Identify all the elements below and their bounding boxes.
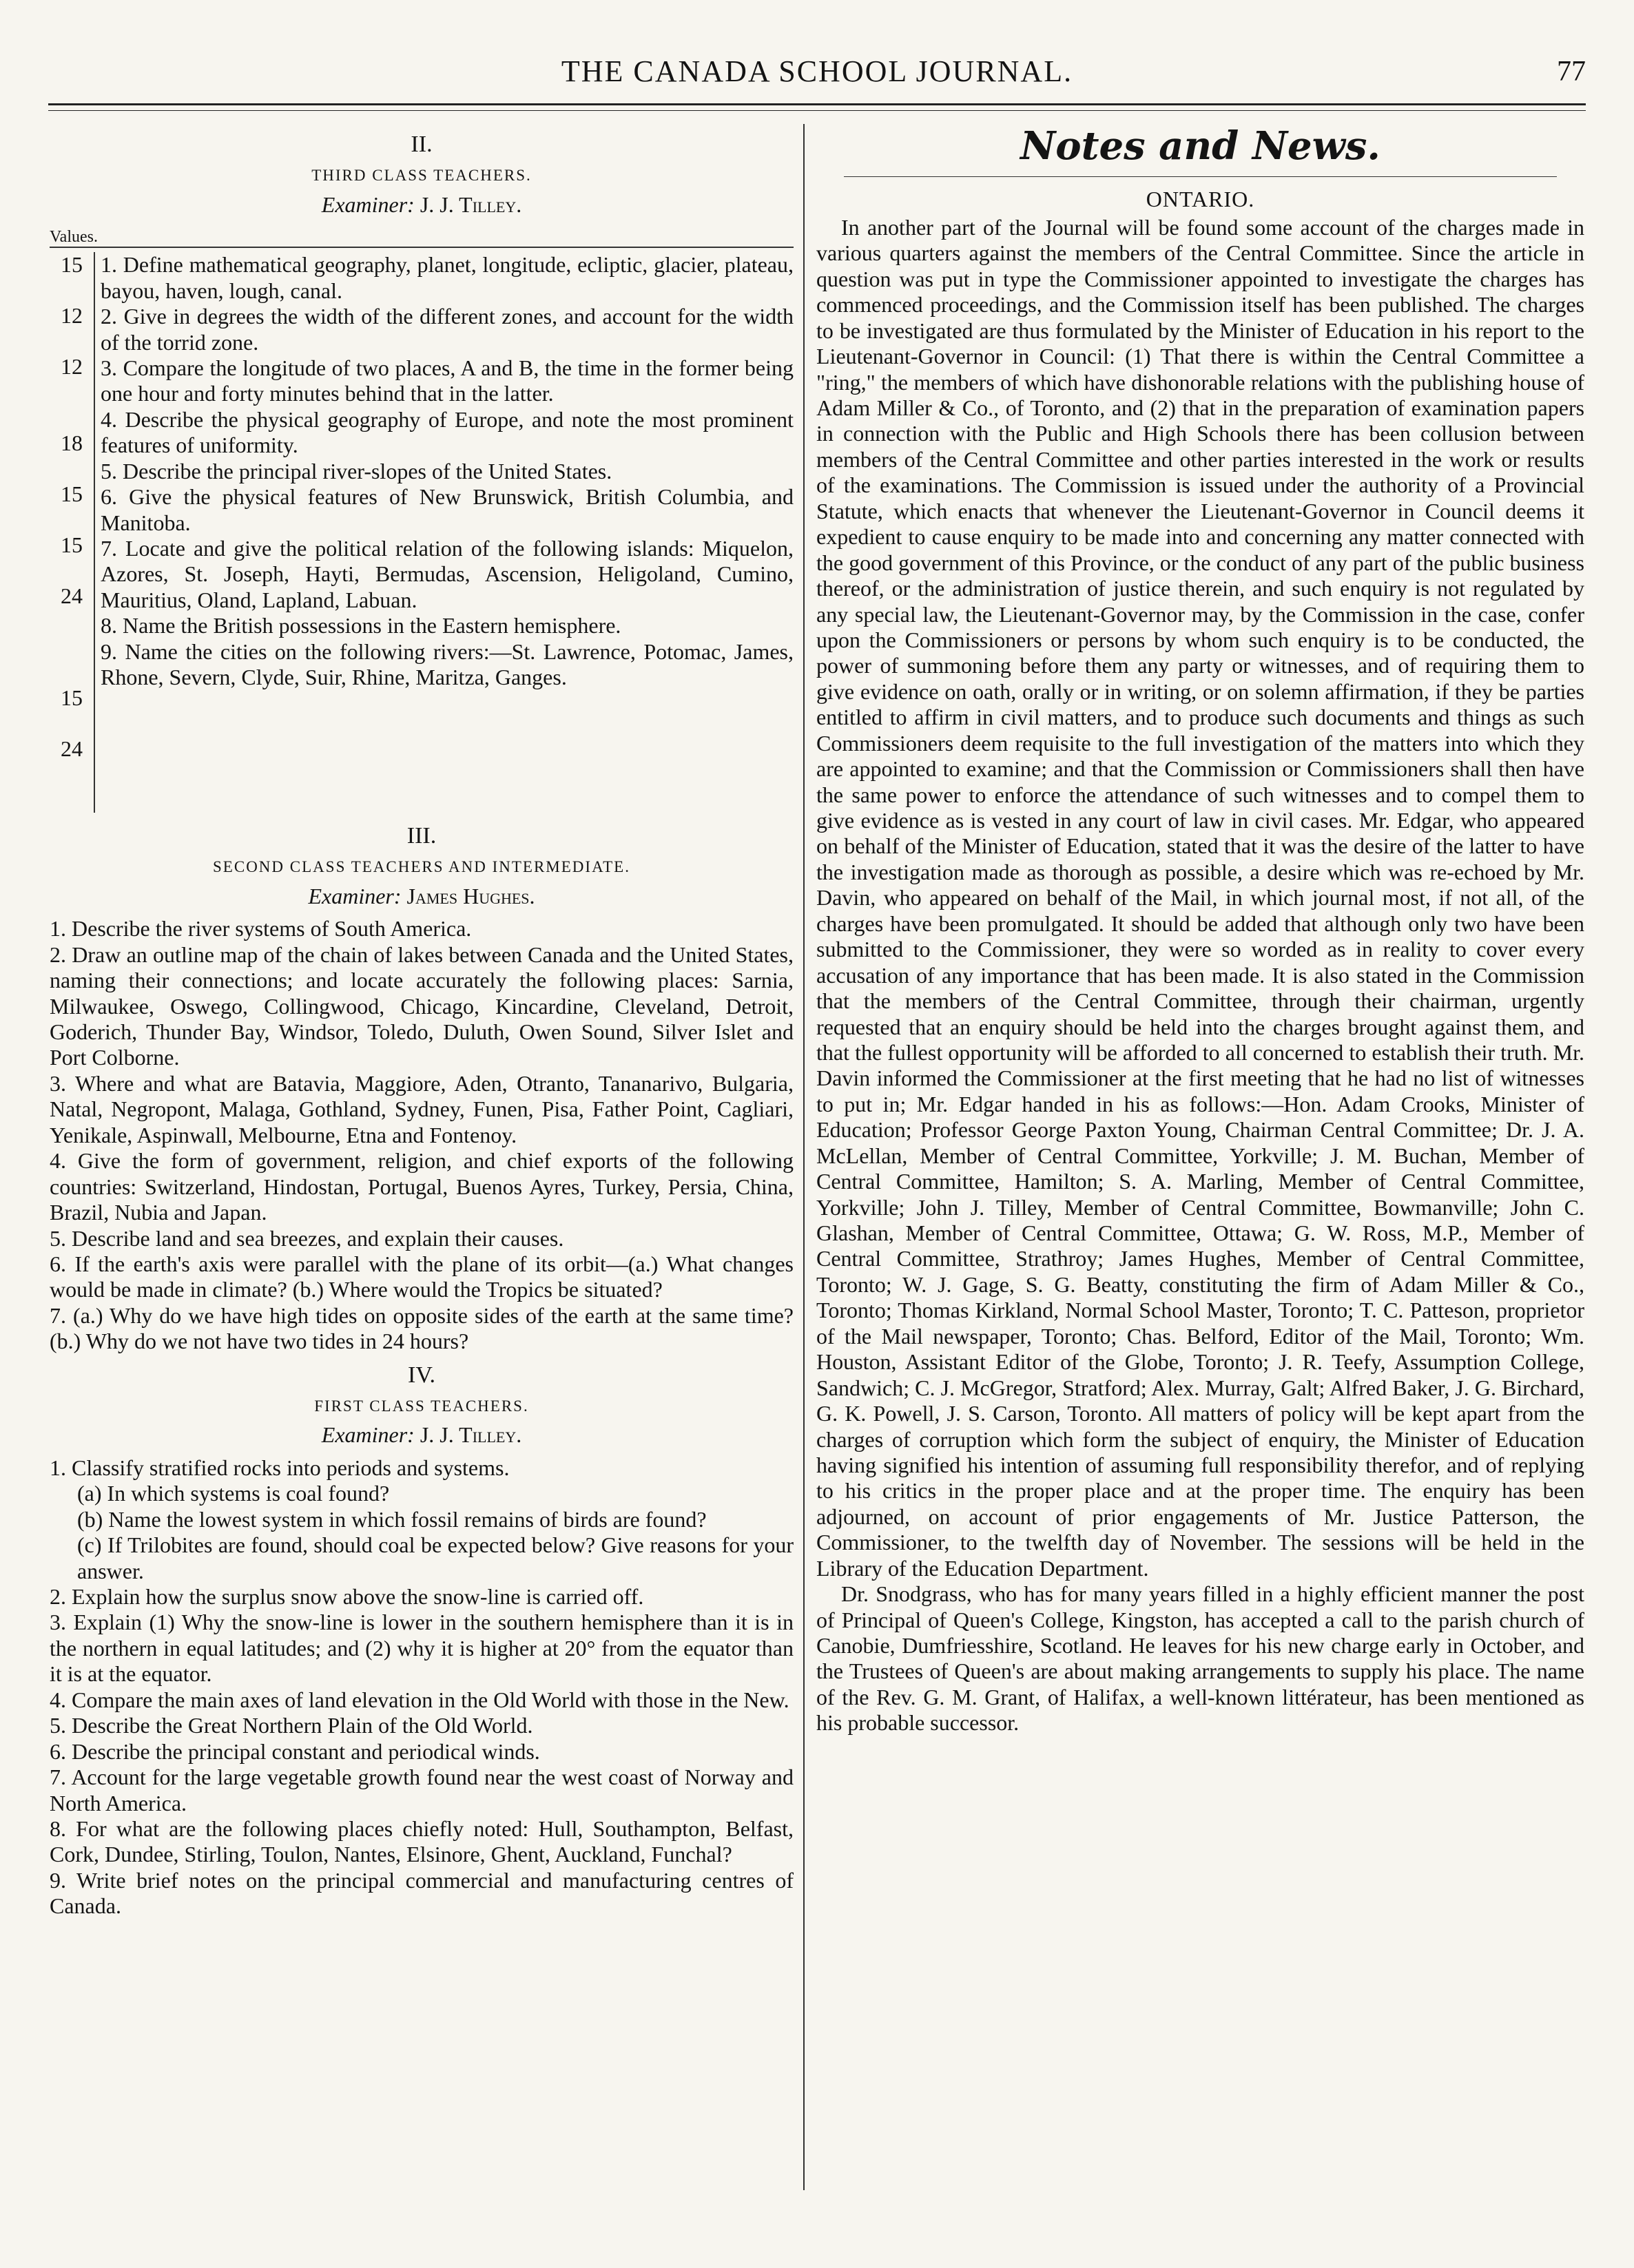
- question-1: 1. Classify stratified rocks into periods and systems.: [50, 1455, 510, 1480]
- question-value: [50, 787, 94, 813]
- question-item: 4. Give the form of government, religion, and chief exports of the following countries: Switzerland, Hindostan, Portugal, Buenos Ayres, Turkey, Persia, China, Brazil, Nubia and Japan.: [50, 1148, 794, 1225]
- question-item: 5. Describe the principal river-slopes of the United States.: [101, 458, 612, 483]
- section-ii-question-table: [50, 225, 794, 813]
- question-item: 5. Describe land and sea breezes, and explain their causes.: [50, 1225, 564, 1251]
- notes-paragraph-1: In another part of the Journal will be found some account of the charges made in various quarters against the members of the Central Committee. Since the article in question was put in type the Commissioner appointed to investigate the charges has commenced proceedings, and the Commission itself has been published. The charges to be investigated are thus formulated by the Minister of Education in his report to the Lieutenant-Governor in Council: (1) That there is within the Central Committee a "ring," the members of which have dishonorable relations with the publishing house of Adam Miller & Co., of Toronto, and (2) that in the preparation of examination papers in connection with the Public and High Schools there has been collusion between members of the Central Committee and other parties interested in the work or results of the examinations. The Commission is issued under the authority of a Provincial Statute, which enacts that whenever the Lieutenant-Governor in Council deems it expedient to cause enquiry to be made into and concerning any matter connected with the good government of this Province, or the conduct of any part of the public business thereof, or the administration of justice therein, and such enquiry is not regulated by any special law, the Lieutenant-Governor may, by the Commission in the case, confer upon the Commissioners or persons by whom such enquiry is to be conducted, the power of summoning before them any party or witnesses, and of requiring them to give evidence on oath, orally or in writing, or on solemn affirmation, if they be parties entitled to affirm in civil matters, and to produce such documents and things as such Commissioners deem requisite to the full investigation of the matters into which they are appointed to examine; and that the Commission or Commissioners shall then have the same power to enforce the attendance of such witnesses and to compel them to give evidence as is vested in any court of law in civil cases. Mr. Edgar, who appeared on behalf of the Minister of Education, stated that it was the desire of the latter to have the investigation made as thorough as possible, a desire which was re-echoed by Mr. Davin, who appeared on behalf of the Mail, in which journal most, if not all, of the charges have been promulgated. It should be added that although only two have been submitted to the Commissioner, they were so worded as in reality to cover every accusation of any importance that has been made. It is also stated in the Commission that the members of the Central Committee, through their chairman, urgently requested that an enquiry should be held into the charges brought against them, and that the fullest opportunity will be afforded to all concerned to establish their truth. Mr. Davin informed the Commissioner at the first meeting that he had no list of witnesses to put in; Mr. Edgar handed in his as follows:—Hon. Adam Crooks, Minister of Education; Professor George Paxton Young, Chairman Central Committee; Dr. J. A. McLellan, Member of Central Committee, Yorkville; J. M. Buchan, Member of Central Committee, Hamilton; S. A. Marling, Member of Central Committee, Yorkville; John J. Tilley, Member of Central Committee, Bowmanville; John C. Glashan, Member of Central Committee, Ottawa; G. W. Ross, M.P., Member of Central Committee, Strathroy; James Hughes, Member of Central Committee, Toronto; W. J. Gage, S. G. Beatty, constituting the firm of Adam Miller & Co., Toronto; Thomas Kirkland, Normal School Master, Toronto; T. C. Patteson, proprietor of the Mail newspaper, Toronto; Chas. Belford, Editor of the Mail, Toronto; Wm. Houston, Assistant Editor of the Globe, Toronto; J. R. Teefy, Assumption College, Sandwich; C. J. McGregor, Stratford; Alex. Murray, Galt; Alfred Baker, J. G. Birchard, G. K. Powell, J. S. Carson, Toronto. All matters of policy will be kept apart from the charges of corruption which form the subject of enquiry, the Minister of Education having signified his intention of assuming full responsibility therefor, and of replying to his critics in the proper place and at the proper time. The enquiry has been adjourned, on account of prior engagements of Mr. Justice Patterson, the Commissioner, to the twelfth day of November. The sessions will be held in the Library of the Education Department.: [816, 214, 1584, 1581]
- question-item: 7. Locate and give the political relation of the following islands: Miquelon, Azores, St. Joseph, Hayti, Bermudas, Ascension, Heligoland, Cumino, Mauritius, Oland, Lapland, Labuan.: [101, 536, 794, 612]
- examiner-label: Examiner:: [308, 883, 402, 908]
- question-value: [50, 405, 94, 430]
- question-value: 12: [61, 354, 83, 379]
- values-column: [50, 252, 95, 813]
- question-value: 12: [61, 303, 83, 329]
- section-iv-questions: [50, 1455, 794, 1920]
- question-value: [50, 558, 94, 583]
- values-header: Values.: [50, 225, 95, 248]
- examiner-label: Examiner:: [321, 1422, 415, 1448]
- notes-heading: Notes and News.: [1020, 124, 1380, 169]
- section-ii-questions: [95, 252, 794, 813]
- question-item: 1. Describe the river systems of South America.: [50, 916, 472, 941]
- question-item: 4. Describe the physical geography of Europe, and note the most prominent features of uniformity.: [101, 406, 794, 458]
- question-item: 3. Where and what are Batavia, Maggiore, Aden, Otranto, Tananarivo, Bulgaria, Natal, Negropont, Malaga, Gothland, Sydney, Funen, Pisa, Father Point, Cagliari, Yenikale, Aspinwall, Melbourne, Etna and Fontenoy.: [50, 1070, 794, 1147]
- question-item: 4. Compare the main axes of land elevation in the Old World with those in the New.: [50, 1687, 789, 1712]
- question-value: [50, 634, 94, 660]
- question-value: 15: [61, 252, 83, 278]
- question-value: [50, 278, 94, 303]
- section-iv-number: IV.: [408, 1362, 435, 1388]
- section-ii-subtitle: THIRD CLASS TEACHERS.: [311, 166, 532, 184]
- notes-paragraph-2: Dr. Snodgrass, who has for many years filled in a highly efficient manner the post of Principal of Queen's College, Kingston, has accepted a call to the parish church of Canobie, Dumfriesshire, Scotland. He leaves for his new charge early in October, and the Trustees of Queen's are about making arrangements to supply his place. The name of the Rev. G. M. Grant, of Halifax, a well-known littérateur, has been mentioned as his probable successor.: [816, 1581, 1584, 1736]
- question-item: 6. Describe the principal constant and periodical winds.: [50, 1738, 540, 1764]
- question-1c: (c) If Trilobites are found, should coal be expected below? Give reasons for your answer.: [77, 1532, 794, 1583]
- question-item: 7. Account for the large vegetable growth found near the west coast of Norway and North America.: [50, 1765, 794, 1816]
- region-heading: ONTARIO.: [1146, 186, 1255, 211]
- section-ii-number: II.: [411, 132, 433, 157]
- header-rule-thin: [48, 110, 1586, 111]
- examiner-name: James Hughes.: [406, 883, 535, 908]
- values-header-rule: [95, 225, 794, 248]
- question-item: 3. Compare the longitude of two places, A and B, the time in the former being one hour and forty minutes behind that in the latter.: [101, 355, 794, 406]
- question-value: [50, 762, 94, 787]
- section-iv-subtitle: FIRST CLASS TEACHERS.: [314, 1397, 529, 1415]
- header-rule-thick: [48, 103, 1586, 105]
- question-item: 3. Explain (1) Why the snow-line is lower in the southern hemisphere than it is in the northern in equal latitudes; and (2) why it is higher at 20° from the equator than it is at the equator.: [50, 1610, 794, 1687]
- question-value: [50, 329, 94, 354]
- examiner-name: J. J. Tilley.: [420, 1422, 522, 1448]
- left-column: [50, 124, 794, 2165]
- section-iii-questions: [50, 916, 794, 1354]
- notes-rule: [844, 176, 1557, 177]
- section-iii-number: III.: [406, 823, 437, 849]
- question-value: 15: [61, 685, 83, 711]
- section-iv-question-list: [50, 1584, 794, 1920]
- question-item: 2. Draw an outline map of the chain of lakes between Canada and the United States, naming their connections; and locate accurately the following places: Sarnia, Milwaukee, Oswego, Collingwood, Chicago, Kincardine, Cleveland, Detroit, Goderich, Thunder Bay, Windsor, Toledo, Duluth, Owen Sound, Silver Islet and Port Colborne.: [50, 941, 794, 1070]
- question-item: 8. For what are the following places chiefly noted: Hull, Southampton, Belfast, Cork, Dundee, Stirling, Toulon, Nantes, Elsinore, Ghent, Auckland, Funchal?: [50, 1816, 794, 1867]
- question-value: 18: [61, 430, 83, 456]
- question-value: [50, 456, 94, 481]
- column-divider: [803, 124, 805, 2190]
- journal-title: THE CANADA SCHOOL JOURNAL.: [561, 54, 1073, 88]
- section-iii-examiner: [50, 884, 794, 909]
- question-value: 24: [61, 583, 83, 609]
- question-value: 24: [61, 736, 83, 762]
- question-item: 9. Name the cities on the following rivers:—St. Lawrence, Potomac, James, Rhone, Severn, Clyde, Suir, Rhine, Maritza, Ganges.: [101, 638, 794, 690]
- question-value: [50, 609, 94, 634]
- question-item: 9. Write brief notes on the principal commercial and manufacturing centres of Canada.: [50, 1867, 794, 1919]
- question-item: 6. Give the physical features of New Brunswick, British Columbia, and Manitoba.: [101, 484, 794, 535]
- page-header: [48, 54, 1586, 102]
- question-value: [50, 507, 94, 532]
- question-value: 15: [61, 481, 83, 507]
- section-iii-subtitle: SECOND CLASS TEACHERS AND INTERMEDIATE.: [213, 857, 630, 875]
- question-1b: (b) Name the lowest system in which fossil remains of birds are found?: [77, 1506, 707, 1532]
- question-item: 1. Define mathematical geography, planet, longitude, ecliptic, glacier, plateau, bayou, haven, lough, canal.: [101, 252, 794, 303]
- section-iv-examiner: [50, 1422, 794, 1448]
- right-column: [816, 124, 1584, 2165]
- question-item: 5. Describe the Great Northern Plain of the Old World.: [50, 1713, 533, 1738]
- question-value: [50, 711, 94, 736]
- question-item: 2. Explain how the surplus snow above the snow-line is carried off.: [50, 1584, 644, 1610]
- question-value: [50, 660, 94, 685]
- question-item: 2. Give in degrees the width of the different zones, and account for the width of the torrid zone.: [101, 304, 794, 355]
- question-item: 7. (a.) Why do we have high tides on opposite sides of the earth at the same time? (b.) Why do we not have two tides in 24 hours?: [50, 1302, 794, 1354]
- question-value: [50, 379, 94, 405]
- page-number: 77: [1557, 56, 1586, 87]
- question-item: 6. If the earth's axis were parallel with the plane of its orbit—(a.) What changes would be made in climate? (b.) Where would the Tropics be situated?: [50, 1251, 794, 1302]
- question-1a: (a) In which systems is coal found?: [77, 1481, 390, 1506]
- examiner-name: J. J. Tilley.: [420, 191, 522, 217]
- question-value: 15: [61, 532, 83, 558]
- question-item: 8. Name the British possessions in the Eastern hemisphere.: [101, 613, 621, 638]
- examiner-label: Examiner:: [321, 191, 415, 217]
- section-ii-examiner: [50, 192, 794, 218]
